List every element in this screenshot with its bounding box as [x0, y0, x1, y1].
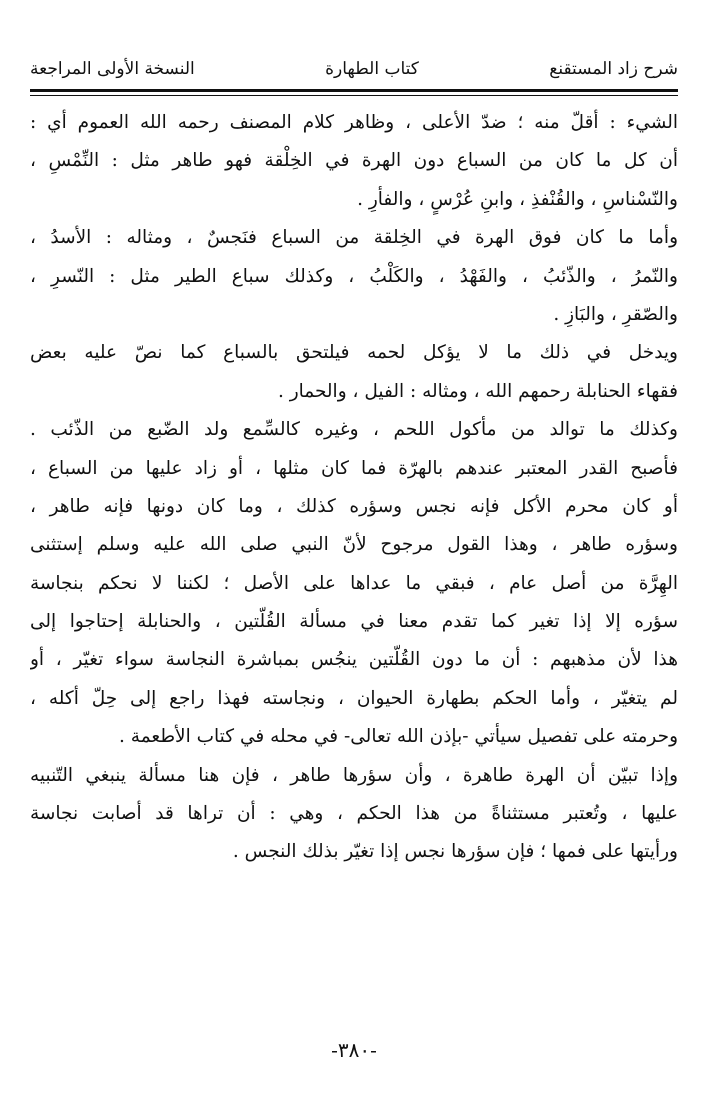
text-line: فأصبح القدر المعتبر عندهم بالهرّة فما كان مثلها ، أو زاد عليها من السباع ، [30, 457, 678, 479]
text-line: الهِرَّة من أصل عام ، فبقي ما عداها على الأصل ؛ لكننا لا نحكم بنجاسة [30, 572, 678, 594]
text-line: أن كل ما كان من السباع دون الهرة في الخِلْقة فهو طاهر مثل : النِّمْسِ ، [30, 150, 678, 172]
body-text [30, 104, 678, 872]
text-line: وسؤره طاهر ، وهذا القول مرجوح لأنّ النبي صلى الله عليه وسلم إستثنى [30, 534, 678, 556]
header-chapter-title: كتاب الطهارة [325, 59, 419, 79]
text-line: والنّمرُ ، والذّئبُ ، والفَهْدُ ، والكَلْبُ ، وكذلك سباع الطير مثل : النّسرِ ، [30, 265, 678, 287]
header-rule-thick [30, 89, 678, 92]
text-line: وحرمته على تفصيل سيأتي -بإذن الله تعالى- في محله في كتاب الأطعمة . [119, 726, 678, 748]
text-line: عليها ، وتُعتبر مستثناةً من هذا الحكم ، وهي : أن تراها قد أصابت نجاسة [30, 803, 678, 825]
text-line: وإذا تبيّن أن الهرة طاهرة ، وأن سؤرها طاهر ، فإن هنا مسألة ينبغي التّنبيه [30, 764, 678, 786]
text-line: فقهاء الحنابلة رحمهم الله ، ومثاله : الفيل ، والحمار . [277, 380, 678, 402]
header-edition-note: النسخة الأولى المراجعة [30, 59, 195, 79]
header-book-title: شرح زاد المستقنع [549, 59, 678, 79]
text-line: ويدخل في ذلك ما لا يؤكل لحمه فيلتحق بالسباع كما نصّ عليه بعض [30, 342, 678, 364]
header-rule-thin [30, 95, 678, 96]
text-line: الشيء : أقلّ منه ؛ ضدّ الأعلى ، وظاهر كلام المصنف رحمه الله العموم أي : [30, 112, 678, 133]
text-line: لم يتغيّر ، وأما الحكم بطهارة الحيوان ، ونجاسته فهذا راجع إلى حِلّ أكله ، [30, 687, 678, 709]
page-number: -٣٨٠- [331, 1038, 377, 1062]
text-line: وأما ما كان فوق الهرة في الخِلقة من السباع فنَجسٌ ، ومثاله : الأسدُ ، [30, 227, 678, 249]
text-line: ورأيتها على فمها ؛ فإن سؤرها نجس إذا تغيّر بذلك النجس . [232, 841, 678, 863]
text-line: أو كان محرم الأكل فإنه نجس وسؤره كذلك ، وما كان دونها فإنه طاهر ، [30, 495, 678, 517]
text-line: وكذلك ما توالد من مأكول اللحم ، وغيره كالسِّمع ولد الضّبع من الذّئب . [30, 419, 678, 441]
text-line: والنّسْناسِ ، والقُنْفذِ ، وابنِ عُرْسٍ ، والفأرِ . [357, 188, 678, 210]
text-line: والصّقرِ ، والبَازِ . [553, 303, 678, 325]
running-header [30, 52, 678, 86]
text-line: هذا لأن مذهبهم : أن ما دون القُلّتين ينجُس بمباشرة النجاسة سواء تغيّر ، أو [30, 649, 678, 671]
text-line: سؤره إلا إذا تغير كما تقدم معنا في مسألة القُلّتين ، والحنابلة إحتاجوا إلى [30, 611, 678, 633]
